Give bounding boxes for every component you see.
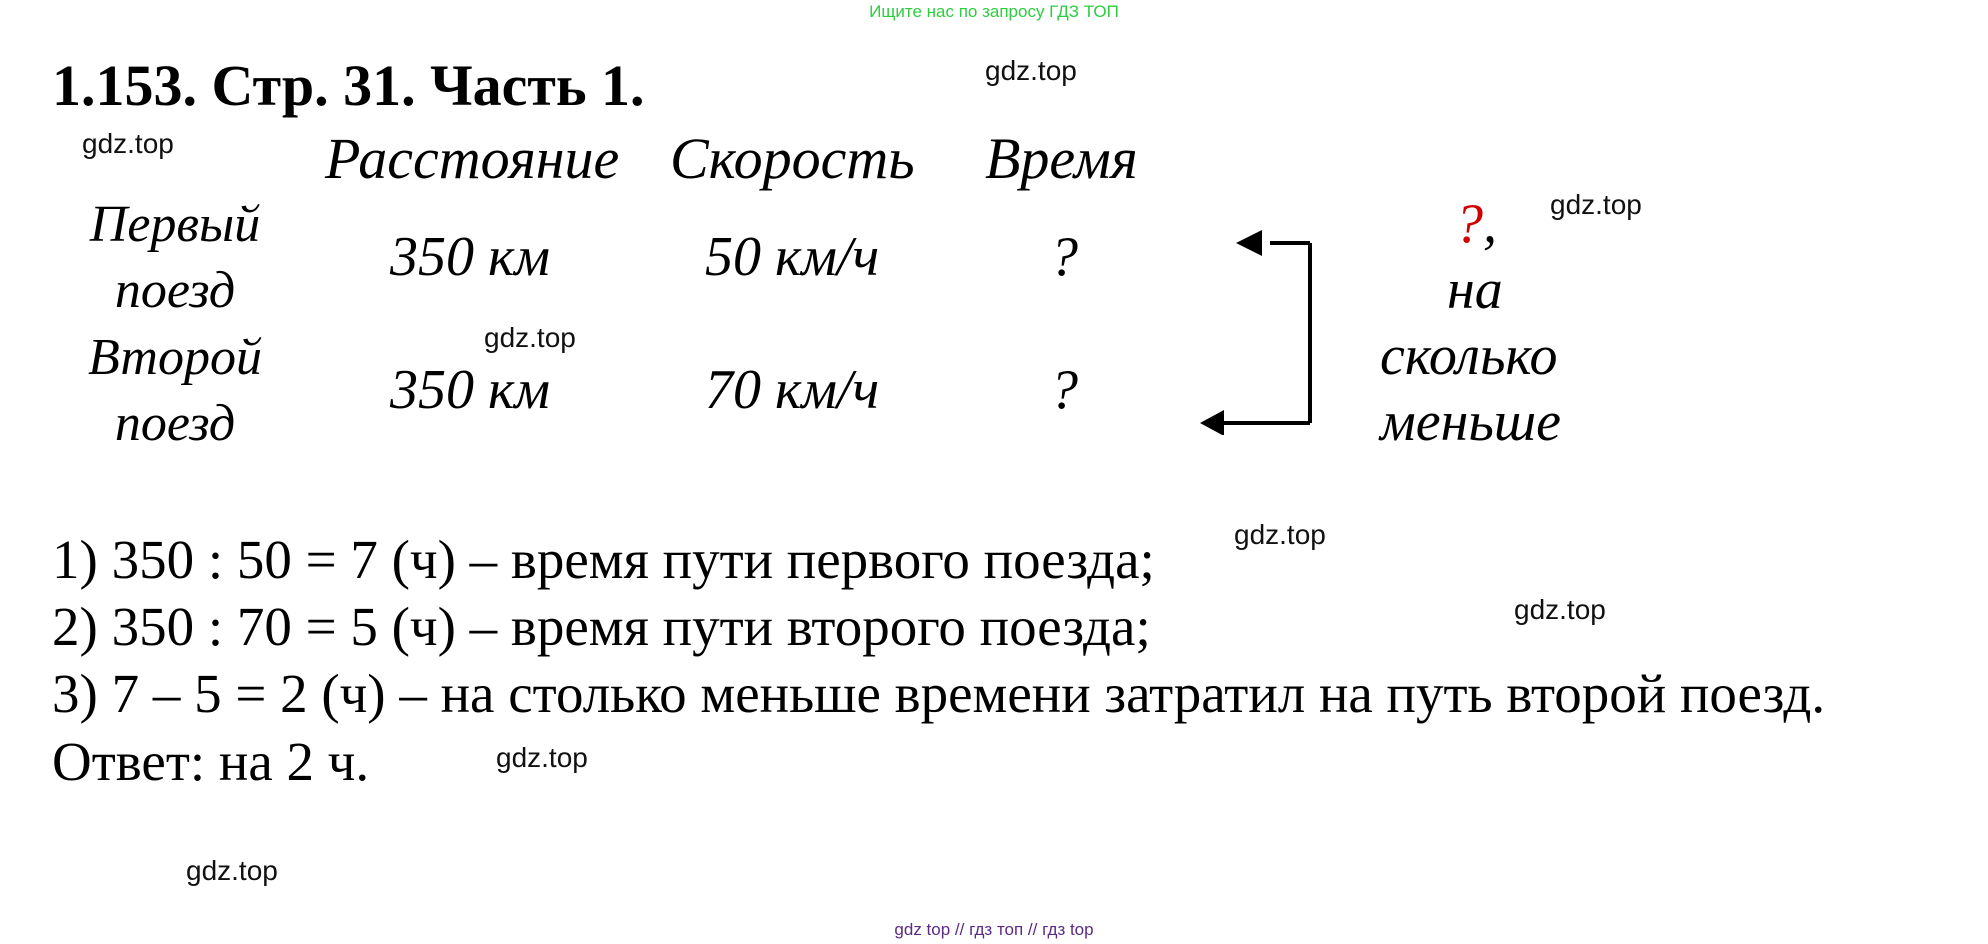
question-mark: ? xyxy=(1455,193,1483,255)
speed-cell: 70 км/ч xyxy=(705,359,880,421)
header-distance: Расстояние xyxy=(325,126,620,191)
answer: Ответ: на 2 ч. xyxy=(52,731,370,792)
header-time: Время xyxy=(985,126,1138,191)
solution-step-2: 2) 350 : 70 = 5 (ч) – время пути второго поезда; xyxy=(52,596,1151,657)
time-cell: ? xyxy=(1050,226,1078,288)
header-speed: Скорость xyxy=(670,126,915,191)
comparison-arrow xyxy=(1200,225,1330,435)
watermark: gdz.top xyxy=(82,128,174,159)
distance-cell: 350 км xyxy=(390,359,550,421)
row-label-first xyxy=(60,192,290,324)
distance-cell: 350 км xyxy=(390,226,550,288)
row-label-line: поезд xyxy=(114,395,236,452)
watermark: gdz.top xyxy=(985,55,1077,86)
solution-step-3: 3) 7 – 5 = 2 (ч) – на столько меньше времени затратил на путь второй поезд. xyxy=(52,663,1826,724)
watermark: gdz.top xyxy=(1514,594,1606,625)
watermark: gdz.top xyxy=(1550,189,1642,220)
speed-cell: 50 км/ч xyxy=(705,226,880,288)
watermark: gdz.top xyxy=(1234,519,1326,550)
row-label-line: Первый xyxy=(89,196,261,253)
row-label-second xyxy=(60,325,290,457)
question-line: сколько xyxy=(1380,325,1558,387)
row-label-line: поезд xyxy=(114,262,236,319)
question-mark-line xyxy=(1455,192,1497,256)
question-line: на xyxy=(1447,259,1503,321)
time-cell: ? xyxy=(1050,359,1078,421)
question-line: меньше xyxy=(1380,391,1561,453)
promo-banner: Ищите нас по запросу ГДЗ ТОП xyxy=(869,2,1119,21)
page-title: 1.153. Стр. 31. Часть 1. xyxy=(52,53,645,118)
row-label-line: Второй xyxy=(88,329,262,386)
footer-links: gdz top // гдз топ // гдз top xyxy=(894,920,1094,939)
watermark: gdz.top xyxy=(496,742,588,773)
watermark: gdz.top xyxy=(186,855,278,886)
question-comma: , xyxy=(1483,193,1497,255)
watermark: gdz.top xyxy=(484,322,576,353)
solution-step-1: 1) 350 : 50 = 7 (ч) – время пути первого поезда; xyxy=(52,529,1155,590)
